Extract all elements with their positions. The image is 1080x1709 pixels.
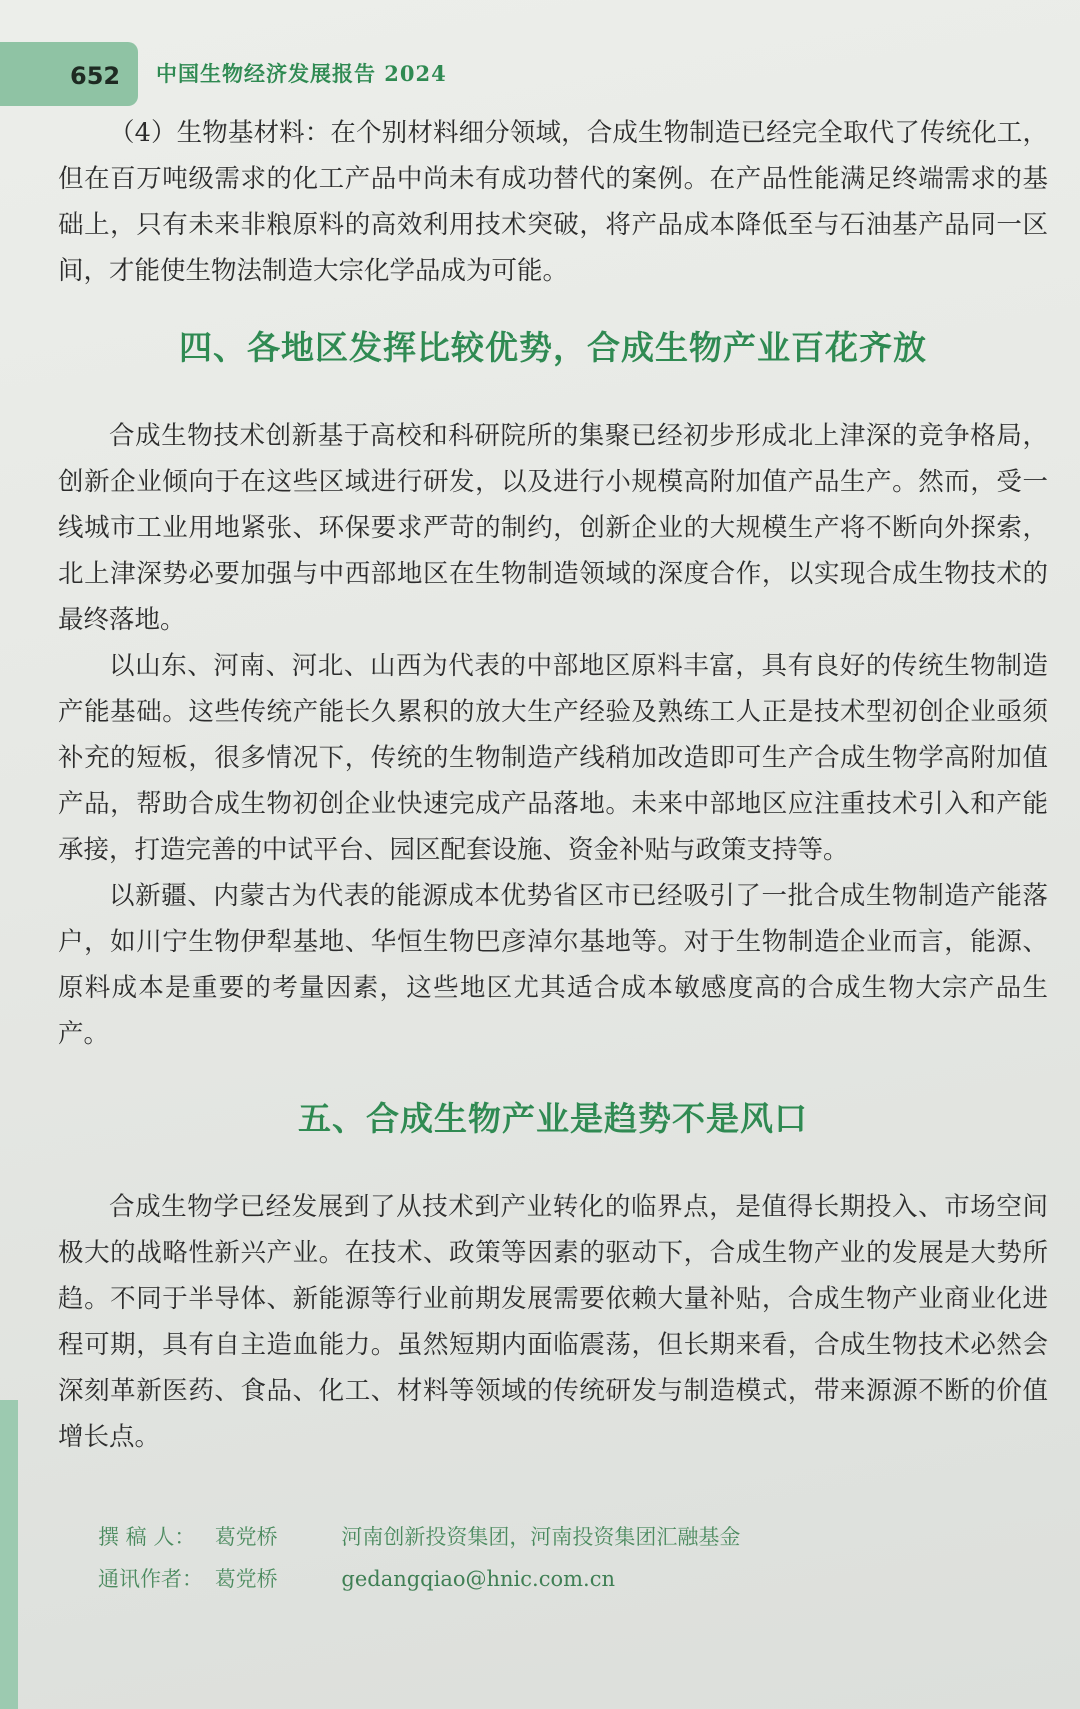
page-number: 652 <box>70 62 121 90</box>
corresponding-name: 葛党桥 <box>214 1567 278 1591</box>
paragraph: 以山东、河南、河北、山西为代表的中部地区原料丰富，具有良好的传统生物制造产能基础。这些传统产能长久累积的放大生产经验及熟练工人正是技术型初创企业亟须补充的短板，很多情况下，传统的生物制造产线稍加改造即可生产合成生物学高附加值产品，帮助合成生物初创企业快速完成产品落地。未来中部地区应注重技术引入和产能承接，打造完善的中试平台、园区配套设施、资金补贴与政策支持等。 <box>58 651 1048 865</box>
corresponding-author-row <box>98 1558 1048 1600</box>
section-heading: 四、各地区发挥比较优势，合成生物产业百花齐放 <box>179 328 927 367</box>
decorative-edge-strip <box>0 1400 18 1709</box>
author-name: 葛党桥 <box>214 1525 278 1549</box>
corresponding-email: gedangqiao@hnic.com.cn <box>341 1567 615 1591</box>
section-heading: 五、合成生物产业是趋势不是风口 <box>298 1099 808 1138</box>
author-affiliation: 河南创新投资集团，河南投资集团汇融基金 <box>341 1525 741 1549</box>
corresponding-label: 通讯作者： <box>98 1567 203 1591</box>
page-content <box>58 110 1048 1600</box>
running-title: 中国生物经济发展报告 2024 <box>156 61 447 86</box>
author-label: 撰 稿 人： <box>98 1525 196 1549</box>
paragraph: （4）生物基材料：在个别材料细分领域，合成生物制造已经完全取代了传统化工，但在百万吨级需求的化工产品中尚未有成功替代的案例。在产品性能满足终端需求的基础上，只有未来非粮原料的高效利用技术突破，将产品成本降低至与石油基产品同一区间，才能使生物法制造大宗化学品成为可能。 <box>58 118 1048 286</box>
paragraph: 以新疆、内蒙古为代表的能源成本优势省区市已经吸引了一批合成生物制造产能落户，如川宁生物伊犁基地、华恒生物巴彦淖尔基地等。对于生物制造企业而言，能源、原料成本是重要的考量因素，这些地区尤其适合成本敏感度高的合成生物大宗产品生产。 <box>58 881 1048 1049</box>
paragraph: 合成生物学已经发展到了从技术到产业转化的临界点，是值得长期投入、市场空间极大的战略性新兴产业。在技术、政策等因素的驱动下，合成生物产业的发展是大势所趋。不同于半导体、新能源等行业前期发展需要依赖大量补贴，合成生物产业商业化进程可期，具有自主造血能力。虽然短期内面临震荡，但长期来看，合成生物技术必然会深刻革新医药、食品、化工、材料等领域的传统研发与制造模式，带来源源不断的价值增长点。 <box>58 1192 1048 1452</box>
author-row <box>98 1516 1048 1558</box>
paragraph: 合成生物技术创新基于高校和科研院所的集聚已经初步形成北上津深的竞争格局，创新企业倾向于在这些区域进行研发，以及进行小规模高附加值产品生产。然而，受一线城市工业用地紧张、环保要求严苛的制约，创新企业的大规模生产将不断向外探索，北上津深势必要加强与中西部地区在生物制造领域的深度合作，以实现合成生物技术的最终落地。 <box>58 421 1048 635</box>
author-credits <box>58 1516 1048 1600</box>
page-header <box>0 28 520 106</box>
